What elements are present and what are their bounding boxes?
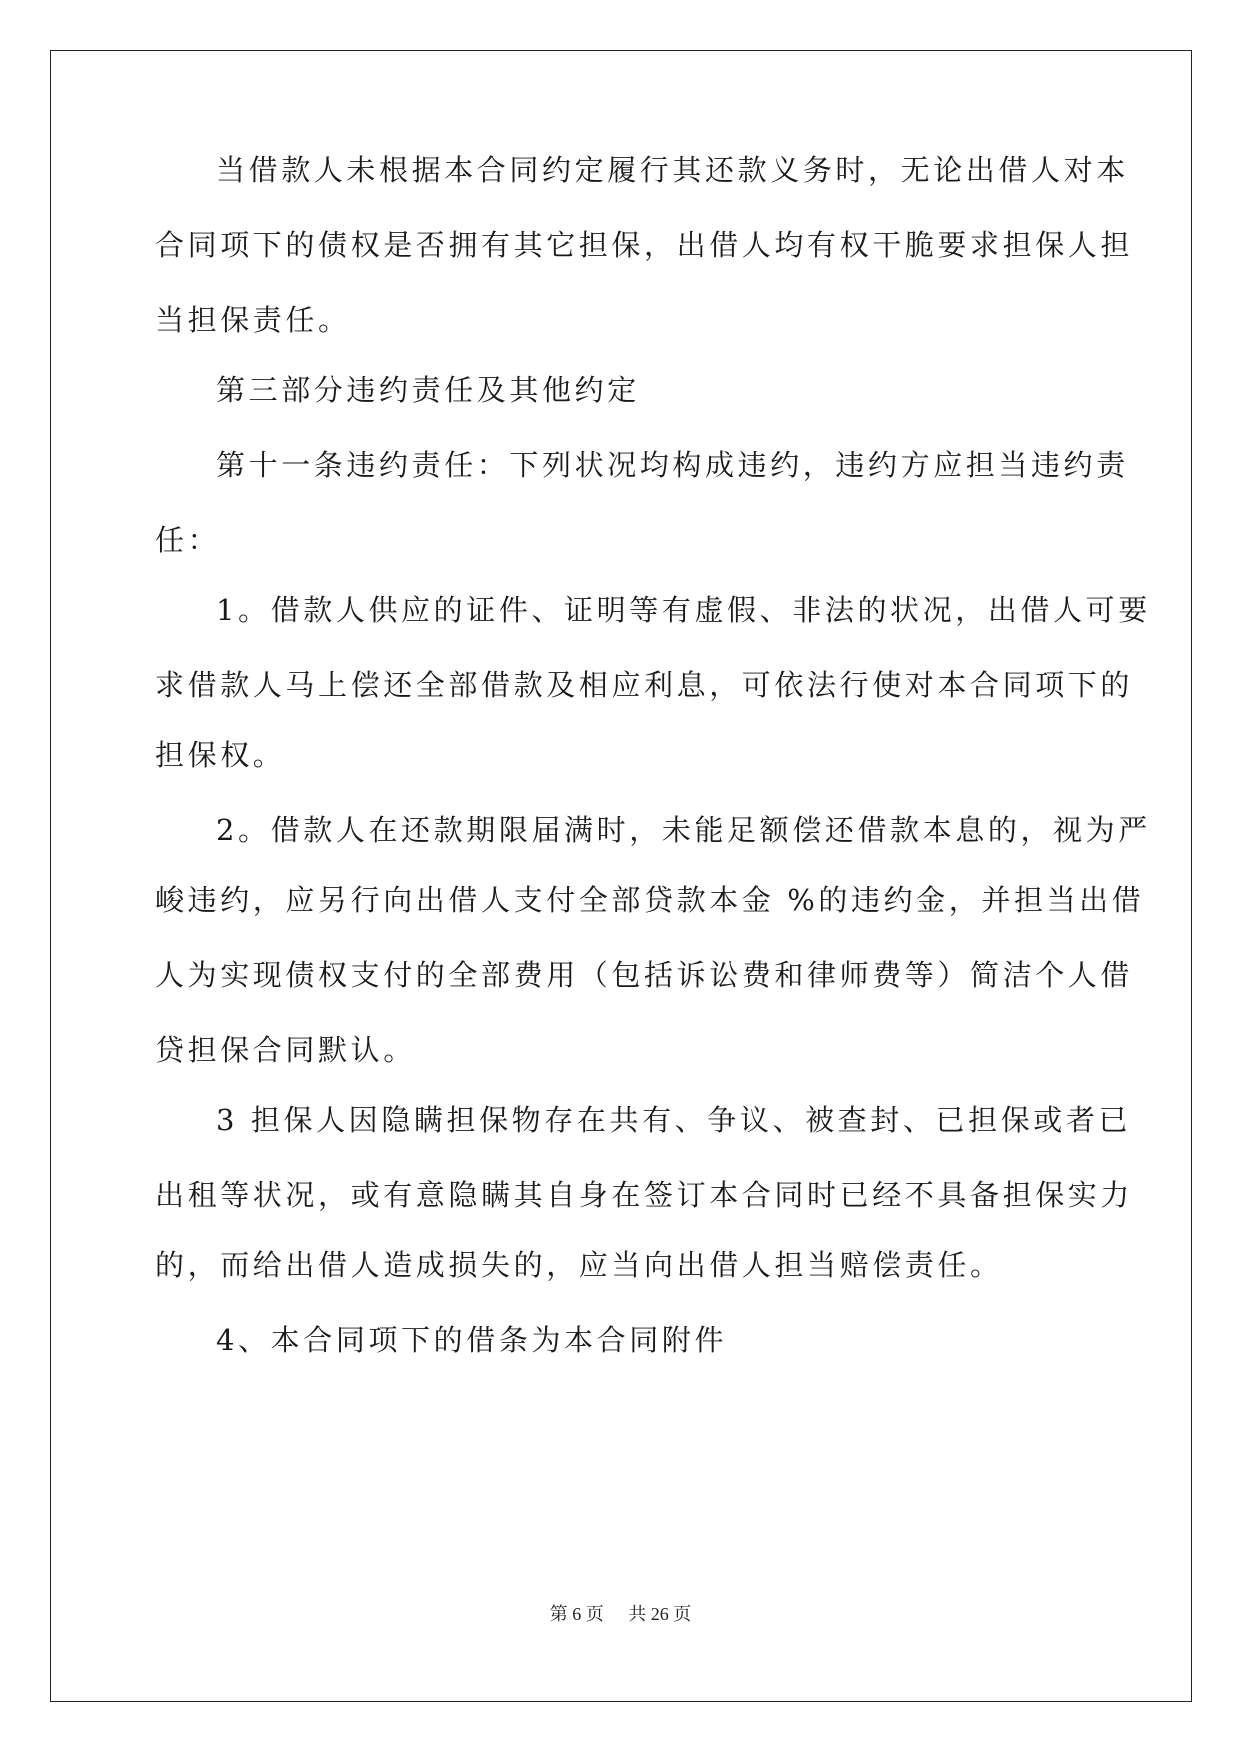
section-heading: 第三部分违约责任及其他约定 [216, 373, 640, 407]
page-footer [0, 1600, 1241, 1626]
paragraph-1-line-1: 当借款人未根据本合同约定履行其还款义务时，无论出借人对本 [216, 153, 1129, 187]
item-3-line-3: 的，而给出借人造成损失的，应当向出借人担当赔偿责任。 [155, 1248, 1003, 1282]
paragraph-1-line-2: 合同项下的债权是否拥有其它担保，出借人均有权干脆要求担保人担 [155, 228, 1134, 262]
article-eleven-line-1: 第十一条违约责任：下列状况均构成违约，违约方应担当违约责 [216, 448, 1129, 482]
item-2-line-2: 峻违约，应另行向出借人支付全部贷款本金 %的违约金，并担当出借 [155, 883, 1145, 917]
item-1-line-2: 求借款人马上偿还全部借款及相应利息，可依法行使对本合同项下的 [155, 668, 1134, 702]
item-1-line-3: 担保权。 [155, 738, 286, 772]
page-number: 第 6 页 [549, 1604, 604, 1624]
page-border [50, 50, 1192, 1702]
item-2-line-4: 贷担保合同默认。 [155, 1033, 416, 1067]
item-3-line-1: 3 担保人因隐瞒担保物存在共有、争议、被查封、已担保或者已 [216, 1103, 1132, 1137]
article-eleven-line-2: 任： [155, 523, 221, 557]
total-pages: 共 26 页 [628, 1604, 692, 1624]
item-3-line-2: 出租等状况，或有意隐瞒其自身在签订本合同时已经不具备担保实力 [155, 1178, 1134, 1212]
paragraph-1-line-3: 当担保责任。 [155, 303, 351, 337]
item-2-line-3: 人为实现债权支付的全部费用（包括诉讼费和律师费等）简洁个人借 [155, 958, 1134, 992]
item-2-line-1: 2。借款人在还款期限届满时，未能足额偿还借款本息的，视为严 [216, 813, 1151, 847]
item-1-line-1: 1。借款人供应的证件、证明等有虚假、非法的状况，出借人可要 [216, 593, 1151, 627]
item-4-line-1: 4、本合同项下的借条为本合同附件 [216, 1323, 728, 1357]
